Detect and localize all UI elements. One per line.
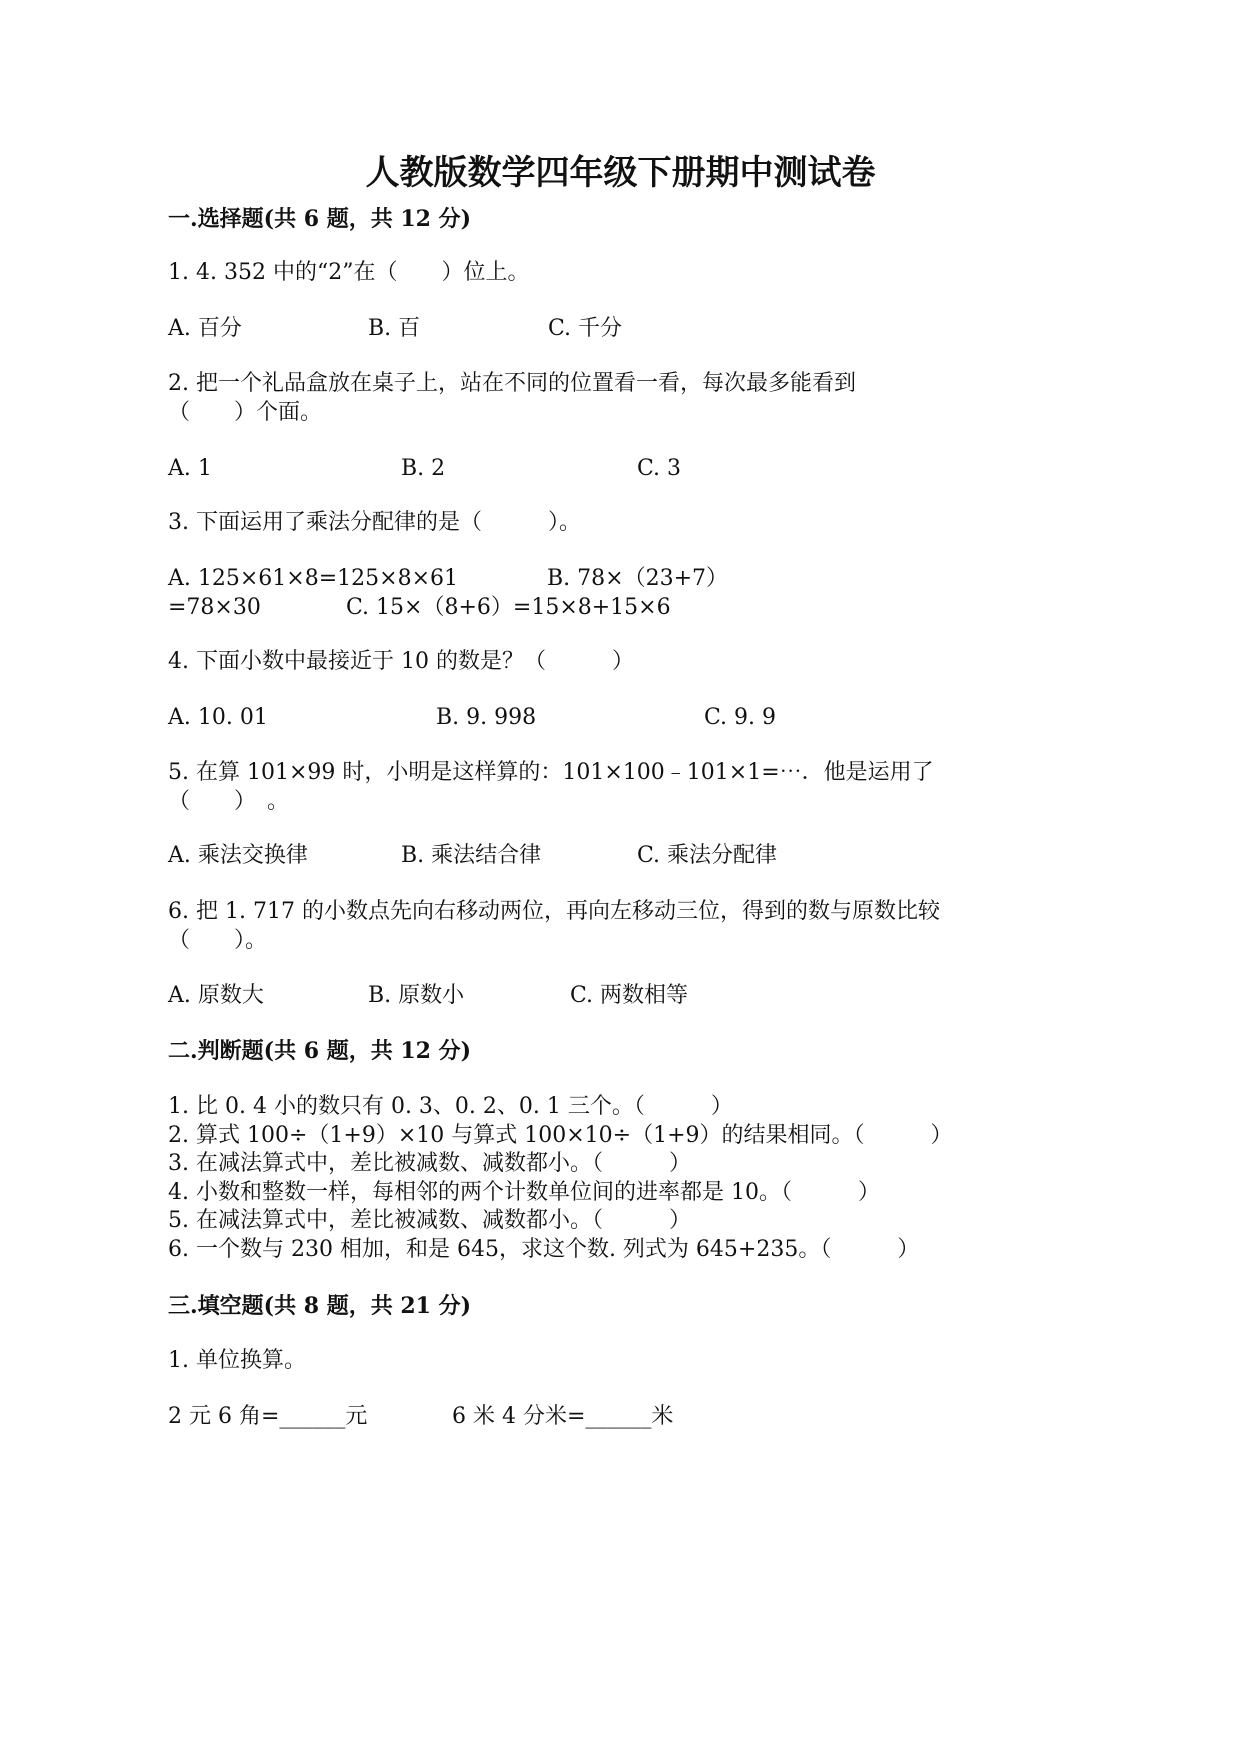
- fill-in-blank: 2 元 6 角=______元: [168, 1404, 368, 1429]
- question-text: 4. 下面小数中最接近于 10 的数是？（ ）: [168, 649, 634, 674]
- question-text: 3. 下面运用了乘法分配律的是（ ）。: [168, 510, 581, 535]
- judgement-item: 6. 一个数与 230 相加，和是 645，求这个数. 列式为 645+235。（ ）: [168, 1237, 920, 1262]
- fill-in-item: 1. 单位换算。: [168, 1348, 306, 1373]
- option-c: C. 15×（8+6）=15×8+15×6: [346, 595, 671, 620]
- section-heading-judgement: 二.判断题(共 6 题，共 12 分): [168, 1038, 472, 1064]
- question-text: 1. 4. 352 中的“2”在（ ）位上。: [168, 260, 530, 285]
- question-text: 5. 在算 101×99 时，小明是这样算的：101×100﹣101×1=⋯．他是运用了: [168, 760, 934, 785]
- judgement-item: 3. 在减法算式中，差比被减数、减数都小。（ ）: [168, 1151, 691, 1176]
- section-heading-choice: 一.选择题(共 6 题，共 12 分): [168, 206, 472, 232]
- judgement-item: 4. 小数和整数一样，每相邻的两个计数单位间的进率都是 10。（ ）: [168, 1180, 880, 1205]
- option-c: C. 3: [637, 456, 682, 481]
- question-text: 6. 把 1. 717 的小数点先向右移动两位，再向左移动三位，得到的数与原数比较: [168, 899, 940, 924]
- option-b: B. 百: [368, 316, 421, 341]
- judgement-item: 5. 在减法算式中，差比被减数、减数都小。（ ）: [168, 1208, 691, 1233]
- judgement-item: 2. 算式 100÷（1+9）×10 与算式 100×10÷（1+9）的结果相同。（ ）: [168, 1123, 953, 1148]
- question-text-continued: （ ）个面。: [168, 400, 323, 425]
- judgement-item: 1. 比 0. 4 小的数只有 0. 3、0. 2、0. 1 三个。（ ）: [168, 1094, 733, 1119]
- section-heading-fill-in: 三.填空题(共 8 题，共 21 分): [168, 1293, 472, 1319]
- option-c: C. 两数相等: [570, 983, 689, 1008]
- option-a: A. 10. 01: [168, 705, 268, 730]
- option-a: A. 125×61×8=125×8×61: [168, 566, 459, 591]
- question-text: 2. 把一个礼品盒放在桌子上，站在不同的位置看一看，每次最多能看到: [168, 371, 856, 396]
- option-a: A. 乘法交换律: [168, 843, 308, 868]
- option-b-continued: =78×30: [168, 595, 261, 620]
- option-a: A. 百分: [168, 316, 242, 341]
- option-c: C. 9. 9: [704, 705, 777, 730]
- option-c: C. 千分: [548, 316, 623, 341]
- option-b: B. 原数小: [368, 983, 465, 1008]
- option-a: A. 1: [168, 456, 212, 481]
- option-b: B. 乘法结合律: [401, 843, 542, 868]
- option-b: B. 9. 998: [436, 705, 537, 730]
- question-text-continued: （ ）。: [168, 928, 268, 953]
- option-a: A. 原数大: [168, 983, 264, 1008]
- question-text-continued: （ ） 。: [168, 789, 290, 814]
- option-c: C. 乘法分配律: [637, 843, 778, 868]
- option-b: B. 2: [401, 456, 446, 481]
- page-title: 人教版数学四年级下册期中测试卷: [365, 153, 876, 193]
- option-b: B. 78×（23+7）: [547, 566, 729, 591]
- fill-in-blank: 6 米 4 分米=______米: [452, 1404, 674, 1429]
